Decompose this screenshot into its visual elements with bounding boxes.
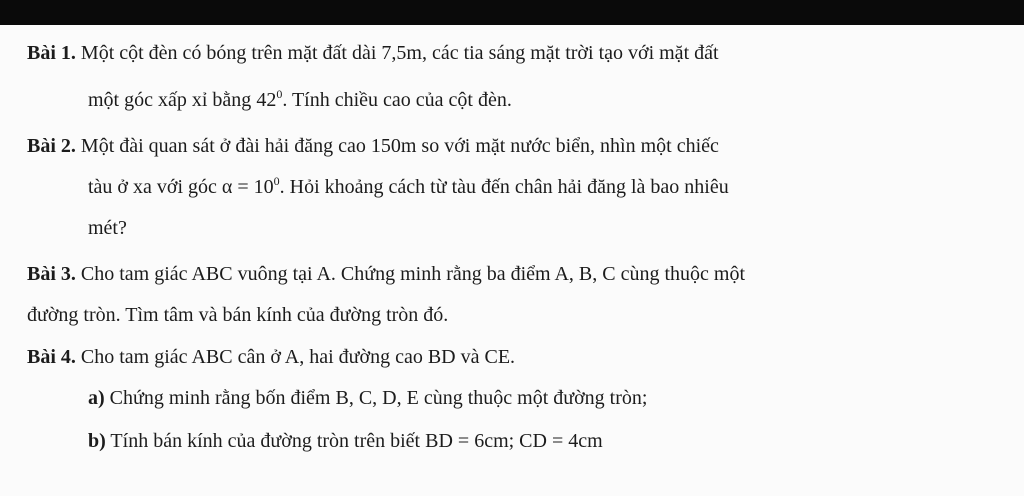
problem-4-part-a-label: a) [88, 387, 105, 409]
problem-2-text-3: mét? [88, 217, 127, 239]
problem-4-line-1 [27, 345, 515, 369]
problem-2-angle-expr: α = 10 [221, 176, 274, 198]
problem-2-text-2b: . Hỏi khoảng cách từ tàu đến chân hải đăng là bao nhiêu [279, 176, 729, 198]
problem-2-text-2a: tàu ở xa với góc [88, 176, 222, 198]
problem-1-degree: 0 [276, 87, 283, 101]
problem-2-line-3 [88, 216, 127, 240]
problem-1-line-2 [88, 88, 512, 112]
problem-4-text-1: Cho tam giác ABC cân ở A, hai đường cao BD và CE. [75, 346, 516, 368]
problem-1-text-1: Một cột đèn có bóng trên mặt đất dài 7,5m, các tia sáng mặt trời tạo với mặt đất [75, 42, 719, 64]
problem-4-part-b-label: b) [88, 430, 106, 452]
problem-2-line-2 [88, 175, 729, 199]
problem-4-part-b-text: Tính bán kính của đường tròn trên biết [105, 430, 426, 452]
problem-4-label: Bài 4. [27, 346, 76, 368]
problem-4-part-a [88, 386, 647, 410]
problem-4-part-a-text: Chứng minh rằng bốn điểm B, C, D, E cùng thuộc một đường tròn; [104, 387, 648, 409]
problem-2-line-1 [27, 134, 719, 158]
problem-4-part-b [88, 429, 603, 453]
problem-1-angle-value: 42 [256, 89, 277, 111]
problem-3-line-1 [27, 262, 745, 286]
problem-1-text-2b: . Tính chiều cao của cột đèn. [282, 89, 512, 111]
problem-1-angle [256, 89, 282, 111]
problem-1-label: Bài 1. [27, 42, 76, 64]
problem-3-line-2 [27, 303, 448, 327]
problem-1-text-2a: một góc xấp xỉ bằng [88, 89, 257, 111]
top-black-bar [0, 0, 1024, 25]
problem-3-label: Bài 3. [27, 263, 76, 285]
problem-2-text-1: Một đài quan sát ở đài hải đăng cao 150m so với mặt nước biển, nhìn một chiếc [75, 135, 719, 157]
problem-3-text-2: đường tròn. Tìm tâm và bán kính của đường tròn đó. [27, 304, 449, 326]
problem-1-line-1 [27, 41, 719, 65]
problem-2-label: Bài 2. [27, 135, 76, 157]
problem-3-text-1: Cho tam giác ABC vuông tại A. Chứng minh rằng ba điểm A, B, C cùng thuộc một [75, 263, 746, 285]
problem-2-angle [222, 176, 280, 198]
problem-4-part-b-math: BD = 6cm; CD = 4cm [425, 430, 603, 452]
problem-2-degree: 0 [273, 174, 280, 188]
